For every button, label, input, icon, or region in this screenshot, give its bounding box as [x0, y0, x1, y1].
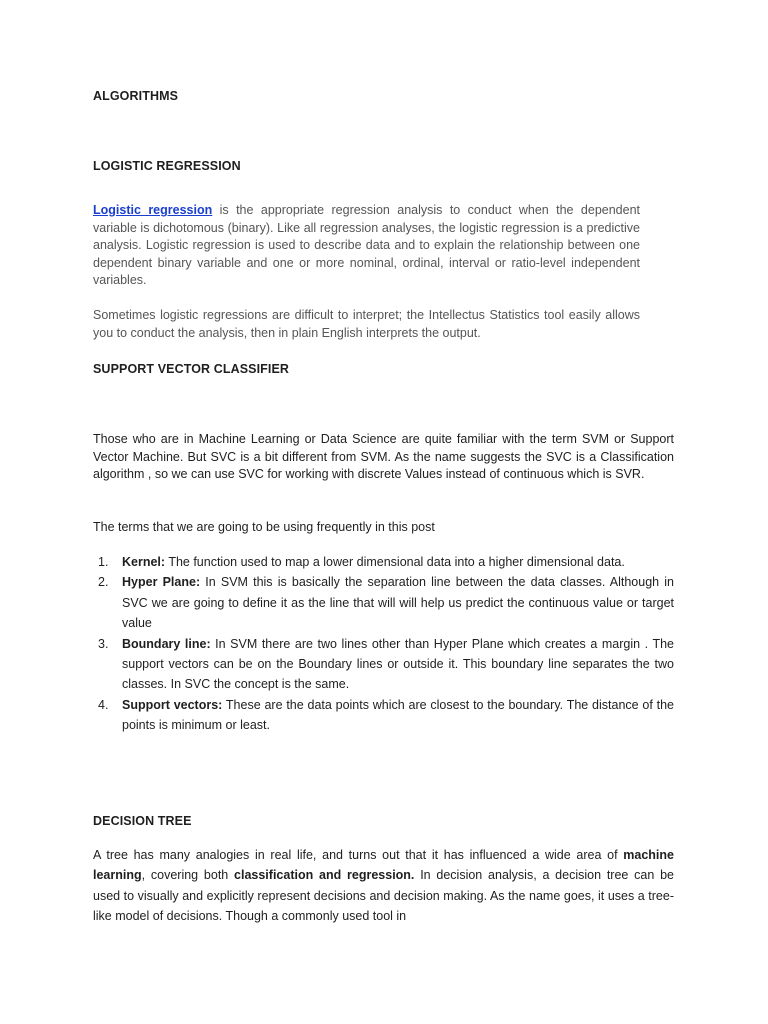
list-item-term: Boundary line:	[122, 636, 211, 651]
logistic-paragraph-2: Sometimes logistic regressions are difficult to interpret; the Intellectus Statistics tool easily allows you to conduct the analysis, then in plain English interprets the output.	[93, 308, 640, 340]
list-item	[93, 552, 674, 572]
heading-logistic-regression: LOGISTIC REGRESSION	[93, 159, 241, 173]
heading-support-vector-classifier: SUPPORT VECTOR CLASSIFIER	[93, 362, 290, 376]
list-item-text: The function used to map a lower dimensional data into a higher dimensional data.	[165, 555, 625, 569]
decision-tree-text-1: A tree has many analogies in real life, and turns out that it has influenced a wide area of	[93, 848, 624, 862]
list-item	[93, 695, 674, 736]
list-item-text: In SVM this is basically the separation line between the data classes. Although in SVC we are going to define it as the line that will will help us predict the continuous value or target value	[122, 575, 674, 631]
logistic-paragraph-1	[93, 202, 640, 290]
list-item-term: Kernel:	[122, 555, 166, 569]
list-item-text: In SVM there are two lines other than Hyper Plane which creates a margin . The support vectors can be on the Boundary lines or outside it. This boundary line separates the two classes. In SVC the concept is the same.	[122, 636, 674, 692]
heading-decision-tree: DECISION TREE	[93, 814, 192, 828]
decision-tree-text-2: , covering both	[141, 868, 235, 883]
heading-algorithms: ALGORITHMS	[93, 89, 179, 103]
list-item-number: 4.	[98, 697, 109, 712]
list-item-number: 1.	[98, 555, 109, 569]
list-item	[93, 634, 674, 695]
svc-paragraph-1: Those who are in Machine Learning or Data Science are quite familiar with the term SVM or Support Vector Machine. But SVC is a bit different from SVM. As the name suggests the SVC is a Classification algorithm , so we can use SVC for working with discrete Values instead of continuous which is SVR.	[93, 432, 674, 482]
list-item	[93, 572, 674, 633]
decision-tree-bold-2: classification and regression.	[234, 868, 415, 883]
list-item-term: Hyper Plane:	[122, 575, 201, 590]
decision-tree-text-3: In decision analysis, a decision tree can be used to visually and explicitly represent decisions and decision making. As the name goes, it uses a tree-like model of decisions. Though a commonly used tool in	[93, 868, 674, 924]
decision-tree-bold-1: machine learning	[93, 848, 674, 883]
list-item-number: 2.	[98, 575, 109, 590]
logistic-paragraph-1-text: is the appropriate regression analysis to conduct when the dependent variable is dichotomous (binary). Like all regression analyses, the logistic regression is a predictive analysis. Logistic regression is used to describe data and to explain the relationship between one dependent binary variable and one or more nominal, ordinal, interval or ratio-level independent variables.	[93, 203, 641, 288]
list-item-text: These are the data points which are closest to the boundary. The distance of the points is minimum or least.	[122, 697, 675, 733]
decision-tree-paragraph	[93, 845, 674, 927]
logistic-regression-link[interactable]: Logistic regression	[93, 203, 213, 217]
list-item-number: 3.	[98, 636, 109, 651]
svc-paragraph-2: The terms that we are going to be using frequently in this post	[93, 520, 435, 534]
svc-terms-list	[93, 552, 674, 736]
list-item-term: Support vectors:	[122, 697, 223, 712]
